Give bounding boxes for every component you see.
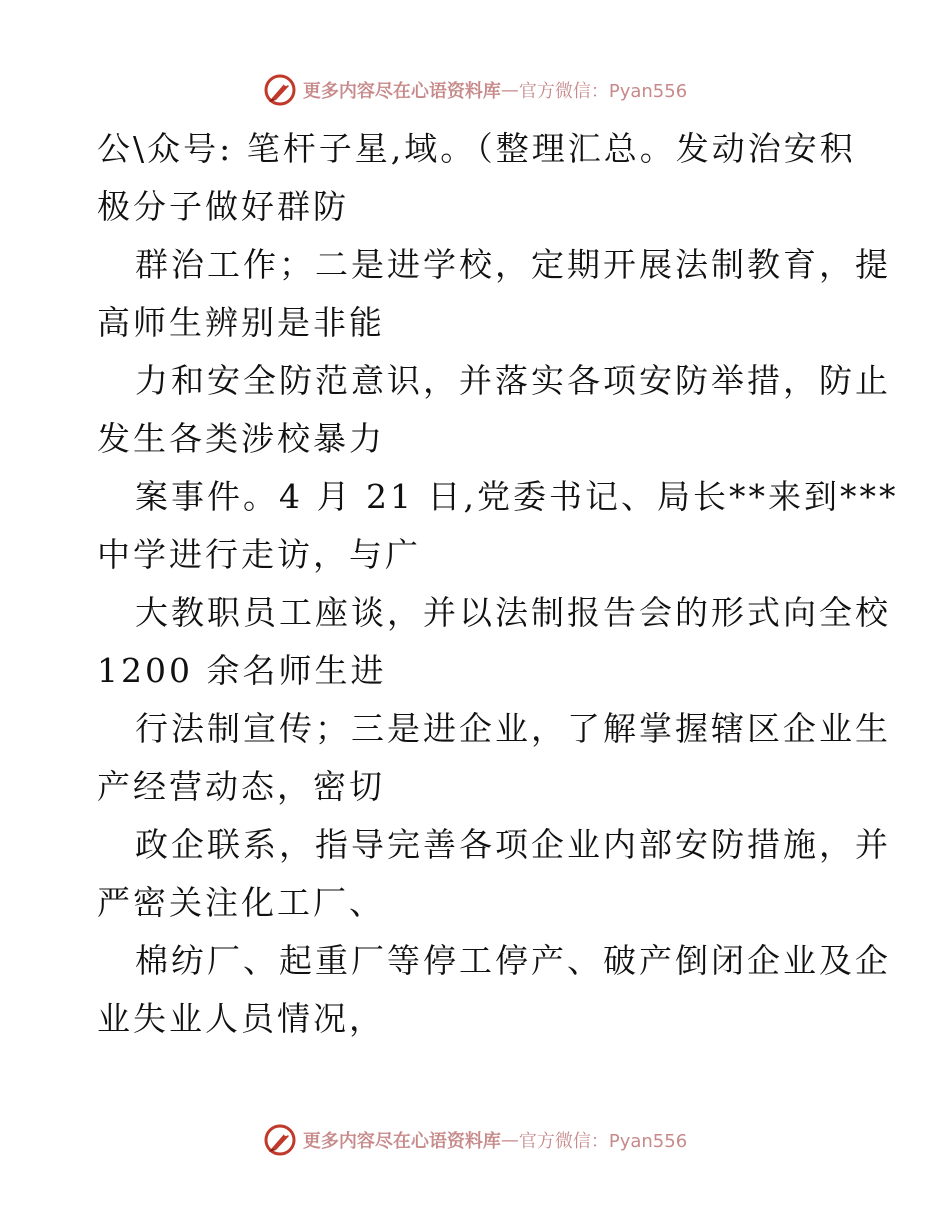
- text-line: 政企联系，指导完善各项企业内部安防措施，并: [135, 825, 891, 864]
- site-name-text: 更多内容尽在心语资料库: [302, 81, 501, 102]
- text-line: 极分子做好群防: [97, 187, 349, 226]
- document-body: [97, 120, 899, 1048]
- text-line: 群治工作；二是进学校，定期开展法制教育，提: [135, 245, 891, 284]
- text-line: 中学进行走访，与广: [97, 535, 421, 574]
- wechat-id-text: 官方微信：Pyan556: [518, 1131, 688, 1152]
- banner-separator: —: [500, 1129, 519, 1151]
- text-line: 棉纺厂、起重厂等停工停产、破产倒闭企业及企: [135, 941, 891, 980]
- text-line: 案事件。4 月 21 日,党委书记、局长**来到***: [135, 477, 899, 516]
- text-line: 产经营动态，密切: [97, 767, 385, 806]
- footer-watermark-banner: [0, 1120, 950, 1160]
- text-line: 公\众号: 笔杆子星,域。（整理汇总。发动治安积: [97, 129, 856, 168]
- text-line: 行法制宣传；三是进企业，了解掌握辖区企业生: [135, 709, 891, 748]
- text-line: 1200 余名师生进: [97, 651, 387, 690]
- text-line: 力和安全防范意识，并落实各项安防举措，防止: [135, 361, 891, 400]
- header-watermark-banner: [0, 70, 950, 110]
- site-name-text: 更多内容尽在心语资料库: [302, 1131, 501, 1152]
- pen-logo-icon: [263, 1123, 297, 1157]
- text-line: 严密关注化工厂、: [97, 883, 385, 922]
- text-line: 发生各类涉校暴力: [97, 419, 385, 458]
- text-line: 大教职员工座谈，并以法制报告会的形式向全校: [135, 593, 891, 632]
- text-line: 业失业人员情况，: [97, 999, 385, 1038]
- pen-logo-icon: [263, 73, 297, 107]
- text-line: 高师生辨别是非能: [97, 303, 385, 342]
- banner-separator: —: [500, 79, 519, 101]
- wechat-id-text: 官方微信：Pyan556: [518, 81, 688, 102]
